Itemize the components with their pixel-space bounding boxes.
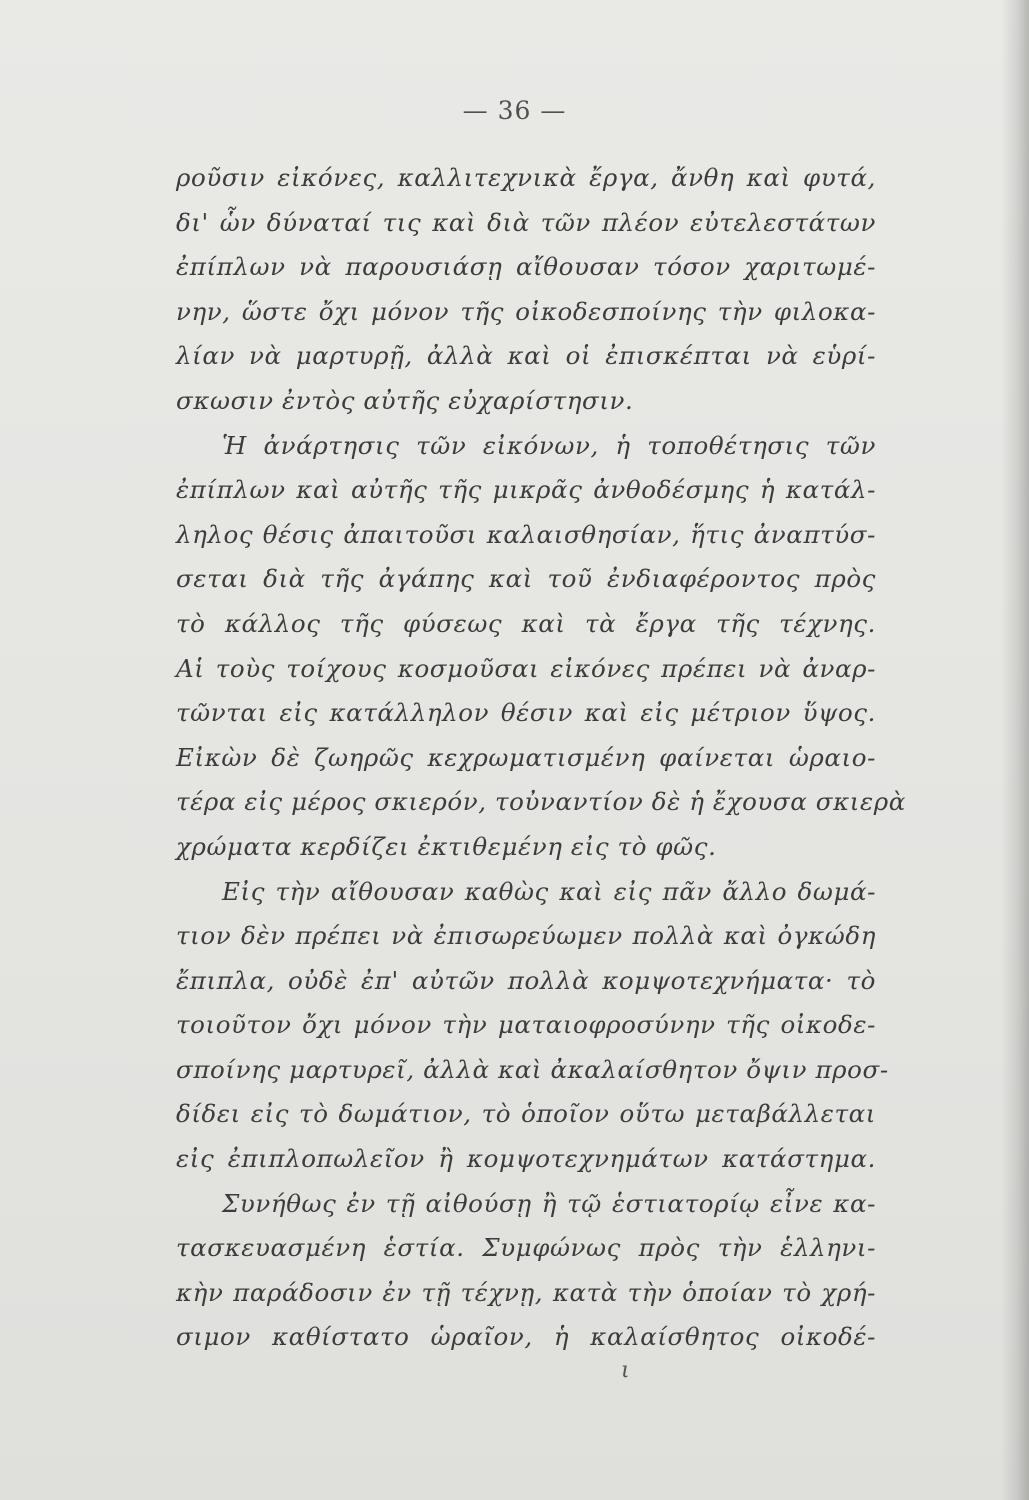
- text-line: σεται διὰ τῆς ἀγάπης καὶ τοῦ ἐνδιαφέροντος πρὸς: [176, 564, 876, 594]
- text-line: Ἡ ἀνάρτησις τῶν εἰκόνων, ἡ τοποθέτησις τῶν: [222, 430, 876, 460]
- text-line: δίδει εἰς τὸ δωμάτιον, τὸ ὁποῖον οὕτω μεταβάλλεται: [176, 1099, 876, 1129]
- footer-signature-mark: ι: [621, 1358, 630, 1383]
- text-line: ἐπίπλων καὶ αὐτῆς τῆς μικρᾶς ἀνθοδέσμης ἡ κατάλ-: [176, 475, 876, 505]
- page-number: — 36 —: [462, 96, 567, 125]
- text-line: τὸ κάλλος τῆς φύσεως καὶ τὰ ἔργα τῆς τέχνης.: [176, 608, 876, 638]
- text-line: σποίνης μαρτυρεῖ, ἀλλὰ καὶ ἀκαλαίσθητον ὄψιν προσ-: [176, 1054, 889, 1084]
- body-text: [176, 156, 906, 1360]
- text-line: τιον δὲν πρέπει νὰ ἐπισωρεύωμεν πολλὰ καὶ ὀγκώδη: [176, 921, 876, 951]
- text-line: εἰς ἐπιπλοπωλεῖον ἢ κομψοτεχνημάτων κατάστημα.: [176, 1144, 876, 1174]
- text-line: λίαν νὰ μαρτυρῇ, ἀλλὰ καὶ οἱ ἐπισκέπται νὰ εὑρί-: [176, 341, 876, 371]
- text-line: ἐπίπλων νὰ παρουσιάσῃ αἴθουσαν τόσον χαριτωμέ-: [176, 252, 876, 282]
- text-line: ἔπιπλα, οὐδὲ ἐπ' αὐτῶν πολλὰ κομψοτεχνήματα· τὸ: [176, 965, 876, 995]
- text-line: ληλος θέσις ἀπαιτοῦσι καλαισθησίαν, ἥτις ἀναπτύσ-: [176, 519, 876, 549]
- text-line: Συνήθως ἐν τῇ αἰθούσῃ ἢ τῷ ἑστιατορίῳ εἶνε κα-: [222, 1188, 876, 1218]
- text-line: σιμον καθίστατο ὡραῖον, ἡ καλαίσθητος οἰκοδέ-: [176, 1322, 876, 1352]
- text-line: κὴν παράδοσιν ἐν τῇ τέχνῃ, κατὰ τὴν ὁποίαν τὸ χρή-: [176, 1277, 876, 1307]
- text-line: τοιοῦτον ὄχι μόνον τὴν ματαιοφροσύνην τῆς οἰκοδε-: [176, 1010, 876, 1040]
- text-line: Αἱ τοὺς τοίχους κοσμοῦσαι εἰκόνες πρέπει νὰ ἀναρ-: [176, 653, 876, 683]
- text-line: τέρα εἰς μέρος σκιερόν, τοὐναντίον δὲ ἡ ἔχουσα σκιερὰ: [176, 787, 906, 817]
- text-line: Εἰκὼν δὲ ζωηρῶς κεχρωματισμένη φαίνεται ὡραιο-: [176, 742, 876, 772]
- text-line: δι' ὧν δύναταί τις καὶ διὰ τῶν πλέον εὐτελεστάτων: [176, 207, 876, 237]
- page-edge-shadow: [1001, 0, 1029, 1500]
- text-line: Εἰς τὴν αἴθουσαν καθὼς καὶ εἰς πᾶν ἄλλο δωμά-: [222, 876, 876, 906]
- text-line: τῶνται εἰς κατάλληλον θέσιν καὶ εἰς μέτριον ὕψος.: [176, 698, 876, 728]
- text-line: νην, ὥστε ὄχι μόνον τῆς οἰκοδεσποίνης τὴν φιλοκα-: [176, 296, 876, 326]
- text-line: ροῦσιν εἰκόνες, καλλιτεχνικὰ ἔργα, ἄνθη καὶ φυτά,: [176, 163, 876, 192]
- text-line: σκωσιν ἐντὸς αὐτῆς εὐχαρίστησιν.: [176, 385, 634, 415]
- text-line: χρώματα κερδίζει ἐκτιθεμένη εἰς τὸ φῶς.: [176, 831, 717, 861]
- text-line: τασκευασμένη ἑστία. Συμφώνως πρὸς τὴν ἑλληνι-: [176, 1233, 876, 1263]
